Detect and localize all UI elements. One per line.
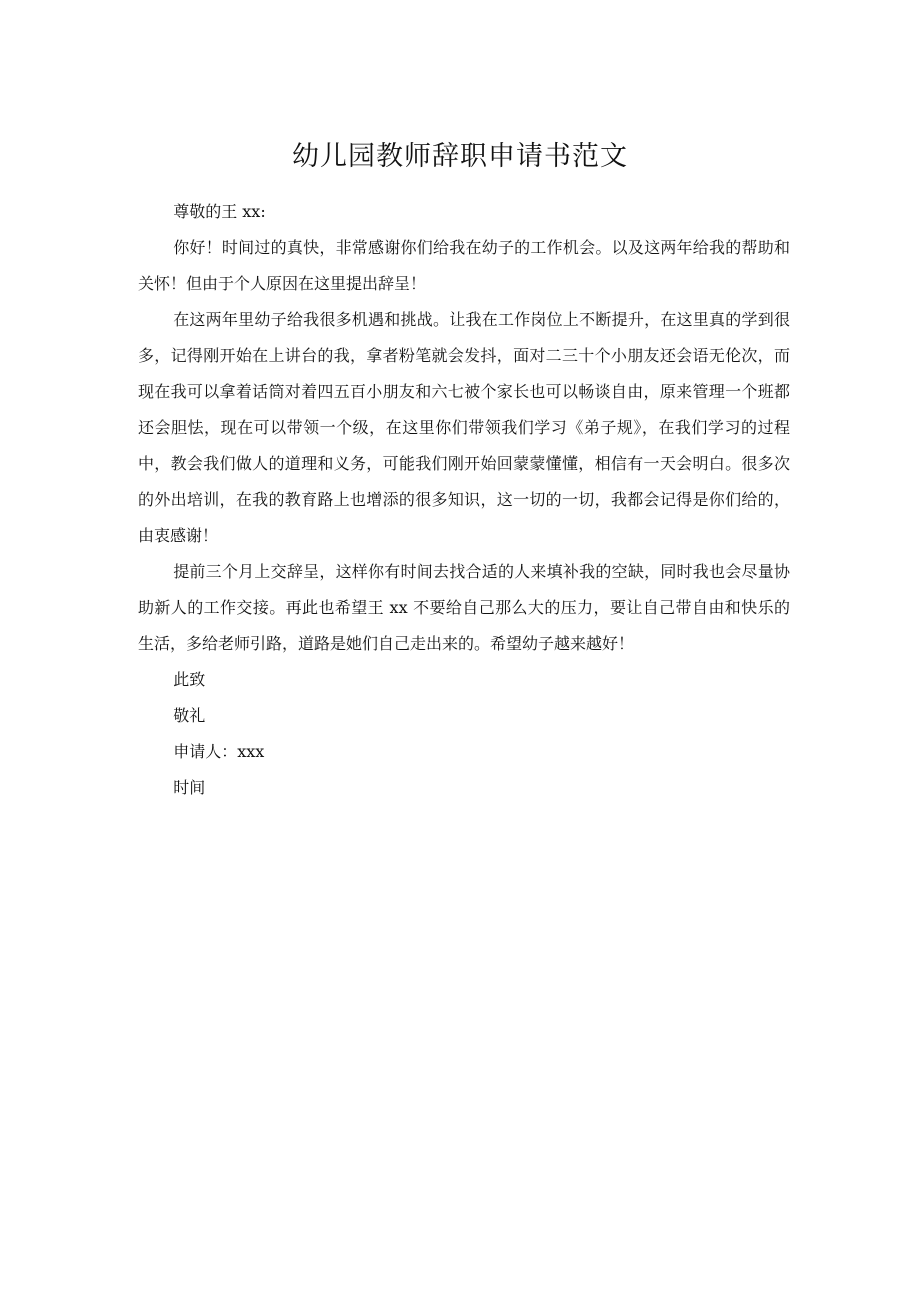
- document-title: 幼儿园教师辞职申请书范文: [292, 141, 628, 172]
- closing-line-2: 敬礼: [173, 706, 206, 725]
- paragraph-1: 你好！时间过的真快，非常感谢你们给我在幼子的工作机会。以及这两年给我的帮助和关怀！但由于个人原因在这里提出辞呈！: [138, 238, 790, 293]
- closing-line-1: 此致: [173, 670, 206, 689]
- applicant-signature: 申请人：xxx: [173, 742, 265, 761]
- paragraph-2: 在这两年里幼子给我很多机遇和挑战。让我在工作岗位上不断提升，在这里真的学到很多，记得刚开始在上讲台的我，拿者粉笔就会发抖，面对二三十个小朋友还会语无伦次，而现在我可以拿着话筒对着四五百小朋友和六七被个家长也可以畅谈自由，原来管理一个班都还会胆怯，现在可以带领一个级，在这里你们带领我们学习《弟子规》，在我们学习的过程中，教会我们做人的道理和义务，可能我们刚开始回蒙蒙懂懂，相信有一天会明白。很多次的外出培训，在我的教育路上也增添的很多知识，这一切的一切，我都会记得是你们给的，由衷感谢！: [138, 310, 790, 545]
- paragraph-3: 提前三个月上交辞呈，这样你有时间去找合适的人来填补我的空缺，同时我也会尽量协助新人的工作交接。再此也希望王 xx 不要给自己那么大的压力，要让自己带自由和快乐的生活，多给老师引路，道路是她们自己走出来的。希望幼子越来越好！: [138, 562, 790, 653]
- salutation: 尊敬的王 xx:: [173, 202, 266, 221]
- date-label: 时间: [173, 778, 206, 797]
- document-body: [138, 194, 790, 806]
